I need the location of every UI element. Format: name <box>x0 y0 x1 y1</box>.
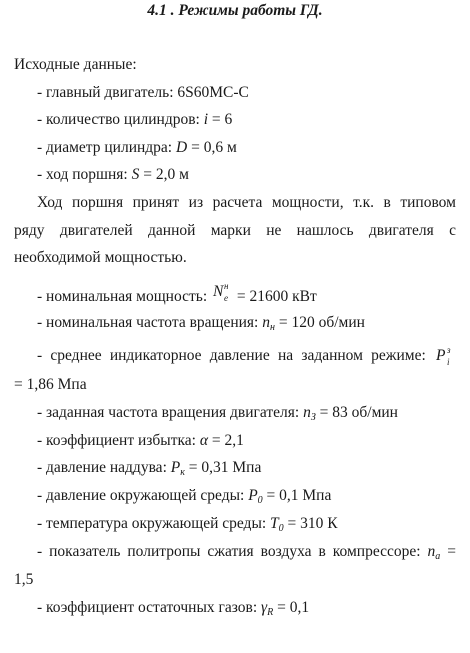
paragraph-line-1: Ход поршня принят из расчета мощности, т.к. в типовом <box>37 194 456 211</box>
paragraph-line-2: ряду двигателей данной марки не нашлось двигателя с <box>14 222 456 239</box>
cylinders-item: - количество цилиндров: i = 6 <box>37 111 233 128</box>
section-title: 4.1 . Режимы работы ГД. <box>147 2 323 19</box>
intro-label: Исходные данные: <box>14 56 137 73</box>
mean-pressure-line-1: - среднее индикаторное давление на заданном режиме: P з i <box>37 347 456 365</box>
mean-pressure-line-2: = 1,86 Мпа <box>14 376 87 393</box>
power-symbol: N н e <box>213 281 229 303</box>
engine-item: - главный двигатель: 6S60MC-C <box>37 84 249 101</box>
stroke-item: - ход поршня: S = 2,0 м <box>37 166 189 183</box>
polytrope-line-2: 1,5 <box>14 571 34 588</box>
set-speed-item: - заданная частота вращения двигателя: $n_З = 83$ об/мин <box>37 404 398 423</box>
polytrope-symbol: $n_а$ <box>427 543 441 562</box>
nominal-speed-item: - номинальная частота вращения: $n_н = 120$ об/мин <box>37 314 365 333</box>
boost-pressure-item: - давление наддува: $P_к = 0,31$ Мпа <box>37 459 262 478</box>
paragraph-line-3: необходимой мощностью. <box>14 249 187 266</box>
residual-gas-item: - коэффициент остаточных газов: $\gamma_R = 0,1$ <box>37 599 310 618</box>
polytrope-line-1: - показатель политропы сжатия воздуха в компрессоре: $n_а$ = <box>37 543 456 566</box>
excess-air-item: - коэффициент избытка: α = 2,1 <box>37 432 244 449</box>
ambient-pressure-item: - давление окружающей среды: $P_0 = 0,1$ Мпа <box>37 487 332 506</box>
pressure-symbol: P з i <box>436 345 451 367</box>
diameter-item: - диаметр цилиндра: D = 0,6 м <box>37 139 237 156</box>
ambient-temperature-item: - температура окружающей среды: $T_0 = 310$ К <box>37 515 338 534</box>
nominal-power-item: - номинальная мощность: N н e = 21600 кВт <box>37 281 317 305</box>
